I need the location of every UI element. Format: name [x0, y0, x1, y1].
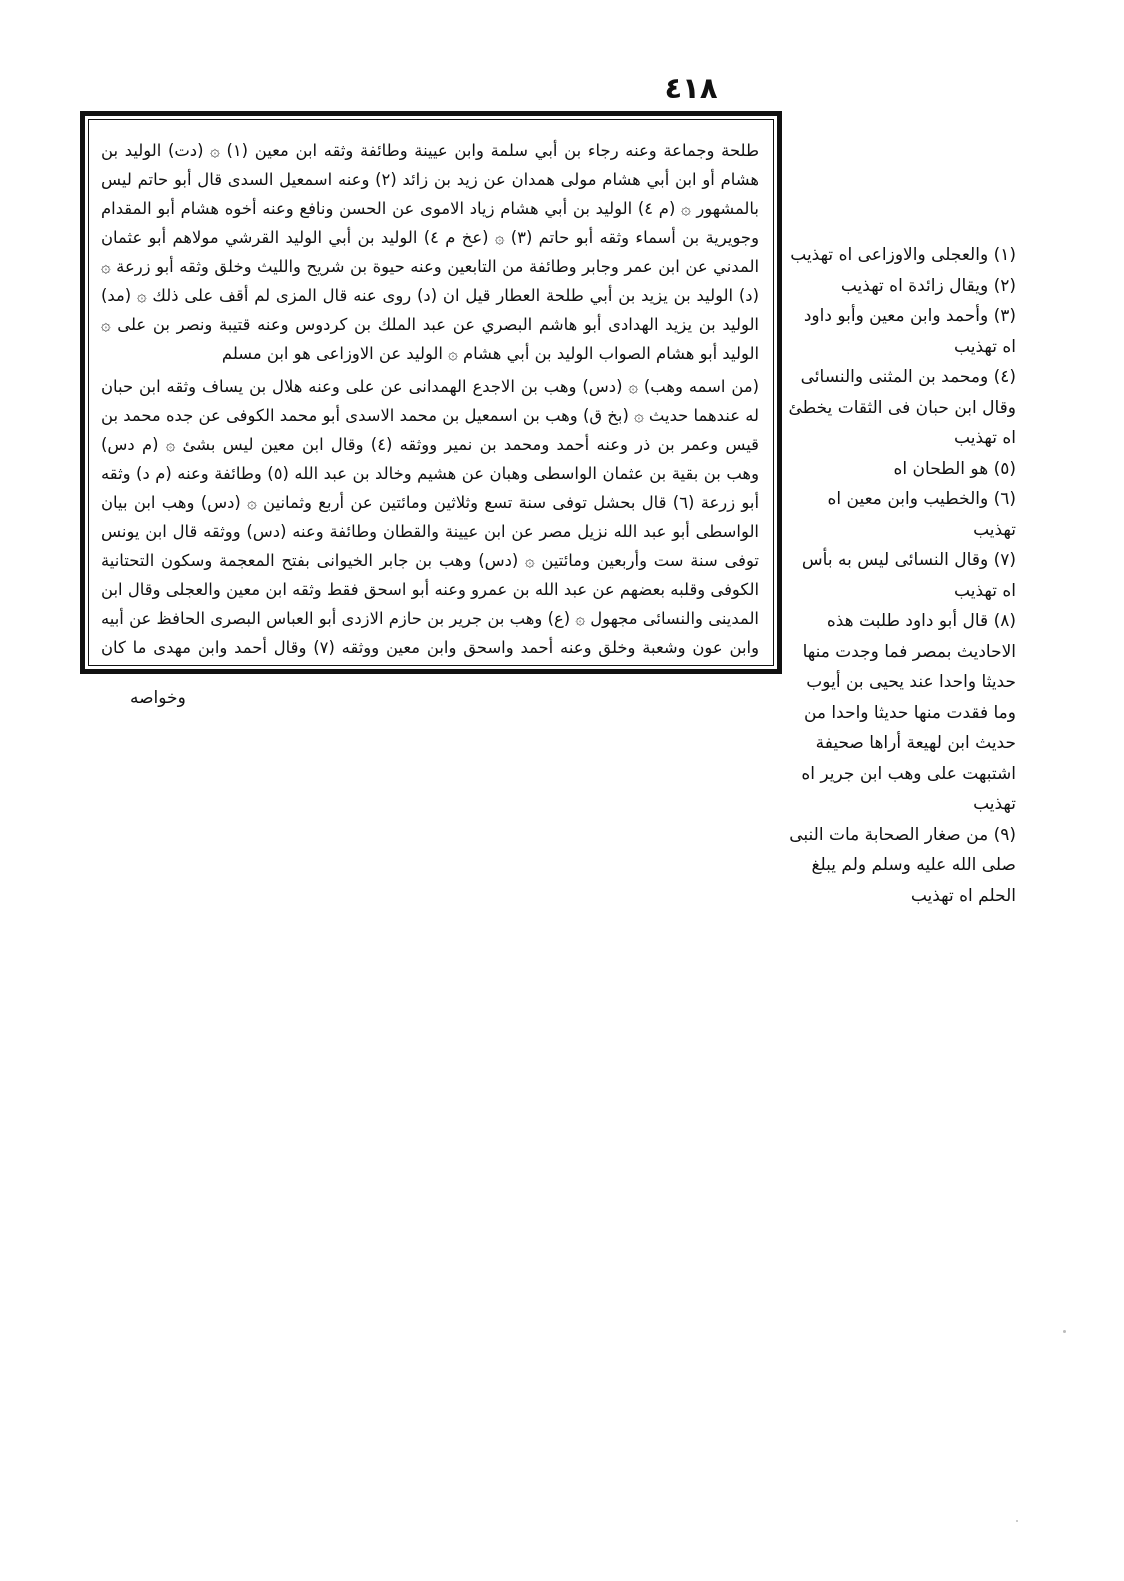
margin-note-6: (٦) والخطيب وابن معين اه تهذيب [827, 489, 1016, 540]
margin-note-3: (٣) وأحمد وابن معين وأبو داود اه تهذيب [803, 306, 1016, 357]
margin-notes [788, 240, 1016, 911]
page-number: ٤١٨ [664, 71, 718, 105]
catchword: وخواصه [130, 688, 186, 708]
scan-speck [1063, 1330, 1066, 1333]
margin-note-8: (٨) قال أبو داود طلبت هذه الاحاديث بمصر فما وجدت منها حديثا واحدا عند يحيى بن أيوب وما فقدت منها حديثا واحدا من حديث ابن لهيعة أراها صحيفة اشتبهت على وهب ابن جرير اه تهذيب [801, 611, 1016, 814]
margin-note-9: (٩) من صغار الصحابة مات النبى صلى الله عليه وسلم ولم يبلغ الحلم اه تهذيب [789, 824, 1016, 906]
margin-note-4: (٤) ومحمد بن المثنى والنسائى وقال ابن حبان فى الثقات يخطئ اه تهذيب [788, 367, 1016, 448]
scan-speck [1016, 1520, 1018, 1522]
margin-note-2: (٢) ويقال زائدة اه تهذيب [840, 275, 1016, 296]
margin-note-7: (٧) وقال النسائى ليس به بأس اه تهذيب [801, 550, 1016, 601]
main-text-frame-inner [88, 119, 774, 666]
main-paragraph-1: طلحة وجماعة وعنه رجاء بن أبي سلمة وابن عيينة وطائفة وثقه ابن معين (١) ۞ (دت) الوليد بن هشام أو ابن أبي هشام مولى همدان عن زيد بن زائد (٢) وعنه اسمعيل السدى قال أبو حاتم ليس بالمشهور ۞ (م ٤) الوليد بن أبي هشام زياد الاموى عن الحسن ونافع وعنه أخوه هشام أبو المقدام وجويرية بن أسماء وثقه أبو حاتم (٣) ۞ (عخ م ٤) الوليد بن أبي الوليد القرشي مولاهم أبو عثمان المدني عن ابن عمر وجابر وطائفة من التابعين وعنه حيوة بن شريح والليث وخلق وثقه أبو زرعة ۞ (د) الوليد بن يزيد بن أبي طلحة العطار قيل ان (د) روى عنه قال المزى لم أقف على ذلك ۞ (مد) الوليد بن يزيد الهدادى أبو هاشم البصري عن عبد الملك بن كردوس وعنه قتيبة ونصر بن على ۞ الوليد أبو هشام الصواب الوليد بن أبي هشام ۞ الوليد عن الاوزاعى هو ابن مسلم [101, 141, 759, 363]
main-text [101, 136, 759, 666]
main-text-frame [80, 111, 782, 674]
margin-note-5: (٥) هو الطحان اه [893, 458, 1016, 479]
margin-note-1: (١) والعجلى والاوزاعى اه تهذيب [790, 245, 1016, 265]
main-paragraph-2: (من اسمه وهب) ۞ (دس) وهب بن الاجدع الهمدانى عن على وعنه هلال بن يساف وثقه ابن حبان له عندهما حديث ۞ (بخ ق) وهب بن اسمعيل بن محمد الاسدى أبو محمد الكوفى عن جده محمد بن قيس وعمر بن ذر وعنه أحمد ومحمد بن نمير ووثقه (٤) وقال ابن معين ليس بشئ ۞ (م دس) وهب بن بقية بن عثمان الواسطى وهبان عن هشيم وخالد بن عبد الله (٥) وطائفة وعنه (م د) وثقه أبو زرعة (٦) قال بحشل توفى سنة تسع وثلاثين ومائتين عن أربع وثمانين ۞ (دس) وهب ابن بيان الواسطى أبو عبد الله نزيل مصر عن ابن عيينة والقطان وطائفة وعنه (دس) ووثقه قال ابن يونس توفى سنة ست وأربعين ومائتين ۞ (دس) وهب بن جابر الخيوانى بفتح المعجمة وسكون التحتانية الكوفى وقلبه بعضهم عن عبد الله بن عمرو وعنه أبو اسحق فقط وثقه ابن معين والعجلى وقال ابن المدينى والنسائى مجهول ۞ (ع) وهب بن جرير بن حازم الازدى أبو العباس البصرى الحافظ عن أبيه وابن عون وشعبة وخلق وعنه أحمد واسحق وابن معين ووثقه (٧) وقال أحمد وابن مهدى ما كان [101, 377, 759, 657]
